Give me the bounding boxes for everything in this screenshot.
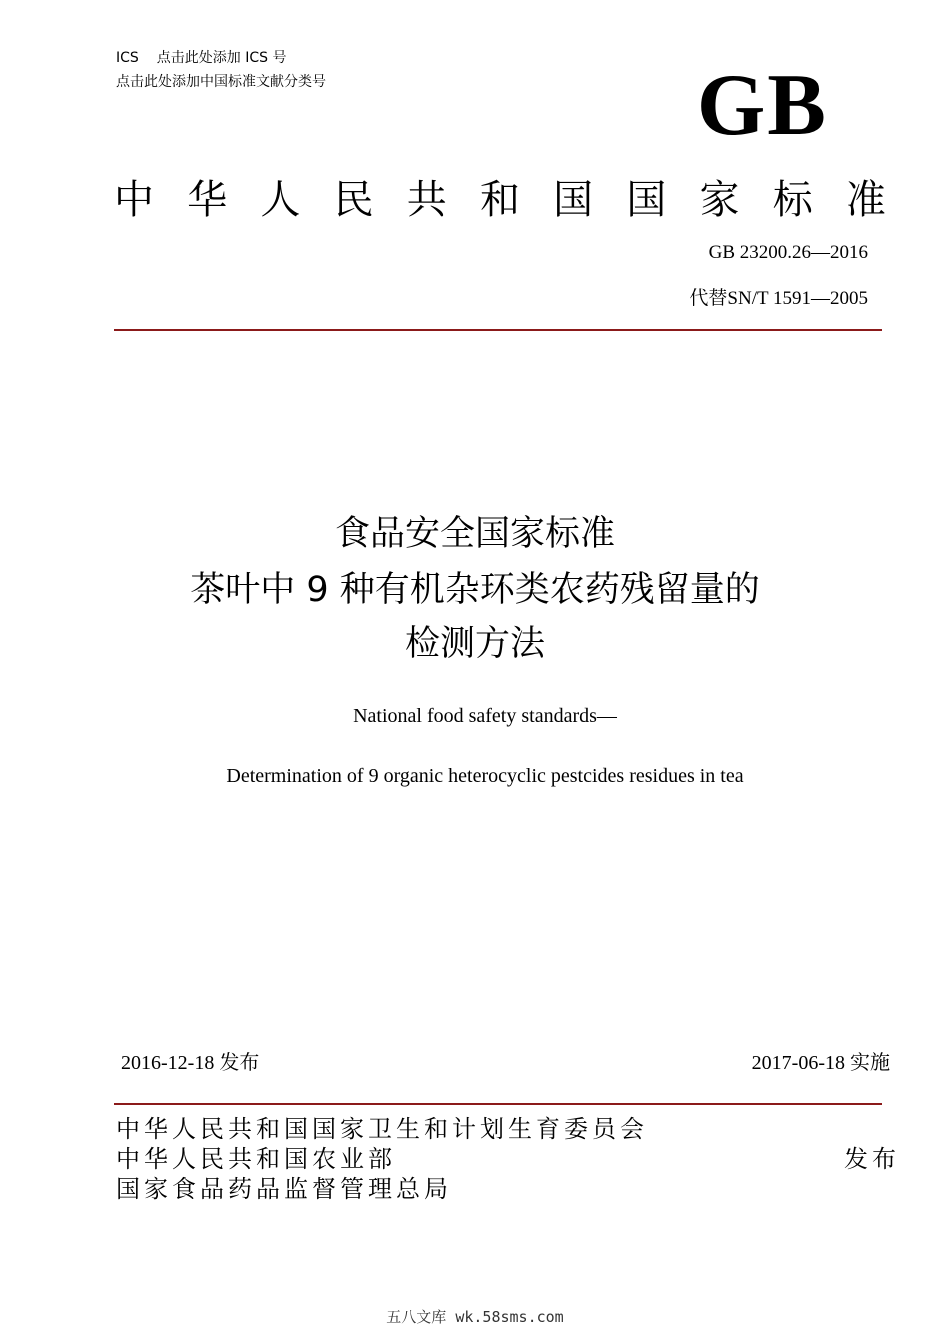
issue-date-value: 2016-12-18 xyxy=(121,1052,215,1074)
ics-number-line xyxy=(116,49,287,67)
publisher-3: 国家食品药品监督管理总局 xyxy=(116,1175,452,1203)
en-title-line-1: National food safety standards— xyxy=(353,705,617,727)
top-divider xyxy=(114,329,882,331)
cn-title-line-2: 茶叶中 9 种有机杂环类农药残留量的 xyxy=(190,570,760,610)
national-title-char: 准 xyxy=(845,177,886,223)
national-standard-title xyxy=(114,174,886,226)
publish-label: 发布 xyxy=(844,1145,900,1173)
publisher-2: 中华人民共和国农业部 xyxy=(116,1145,396,1173)
cn-title-line-3: 检测方法 xyxy=(404,624,545,664)
standard-number: GB 23200.26—2016 xyxy=(708,242,868,263)
issue-date xyxy=(121,1046,259,1075)
ccs-placeholder[interactable]: 点击此处添加中国标准文献分类号 xyxy=(116,74,326,90)
national-title-char: 和 xyxy=(479,177,520,223)
bottom-divider xyxy=(114,1103,882,1105)
en-title-line-2: Determination of 9 organic heterocyclic pestcides residues in tea xyxy=(226,765,744,787)
replaces-standard: 代替SN/T 1591—2005 xyxy=(689,288,868,309)
national-title-char: 标 xyxy=(772,177,813,223)
national-title-char: 国 xyxy=(553,177,594,223)
ics-placeholder[interactable]: 点击此处添加 ICS 号 xyxy=(156,50,287,66)
national-title-char: 中 xyxy=(114,177,154,223)
footer-watermark: 五八文库 wk.58sms.com xyxy=(386,1308,564,1326)
national-title-char: 民 xyxy=(333,177,374,223)
ics-label: ICS xyxy=(116,50,139,66)
national-title-char: 人 xyxy=(260,177,301,223)
cn-title-line-1: 食品安全国家标准 xyxy=(334,514,615,554)
national-title-char: 华 xyxy=(187,177,228,223)
national-title-char: 国 xyxy=(626,177,667,223)
issue-date-label: 发布 xyxy=(219,1050,260,1074)
gb-logo: GB xyxy=(696,57,828,154)
publisher-1: 中华人民共和国国家卫生和计划生育委员会 xyxy=(116,1115,648,1143)
implementation-date xyxy=(752,1046,890,1075)
national-title-char: 家 xyxy=(699,177,740,223)
national-title-char: 共 xyxy=(406,177,447,223)
impl-date-label: 实施 xyxy=(850,1050,890,1074)
impl-date-value: 2017-06-18 xyxy=(751,1052,845,1074)
